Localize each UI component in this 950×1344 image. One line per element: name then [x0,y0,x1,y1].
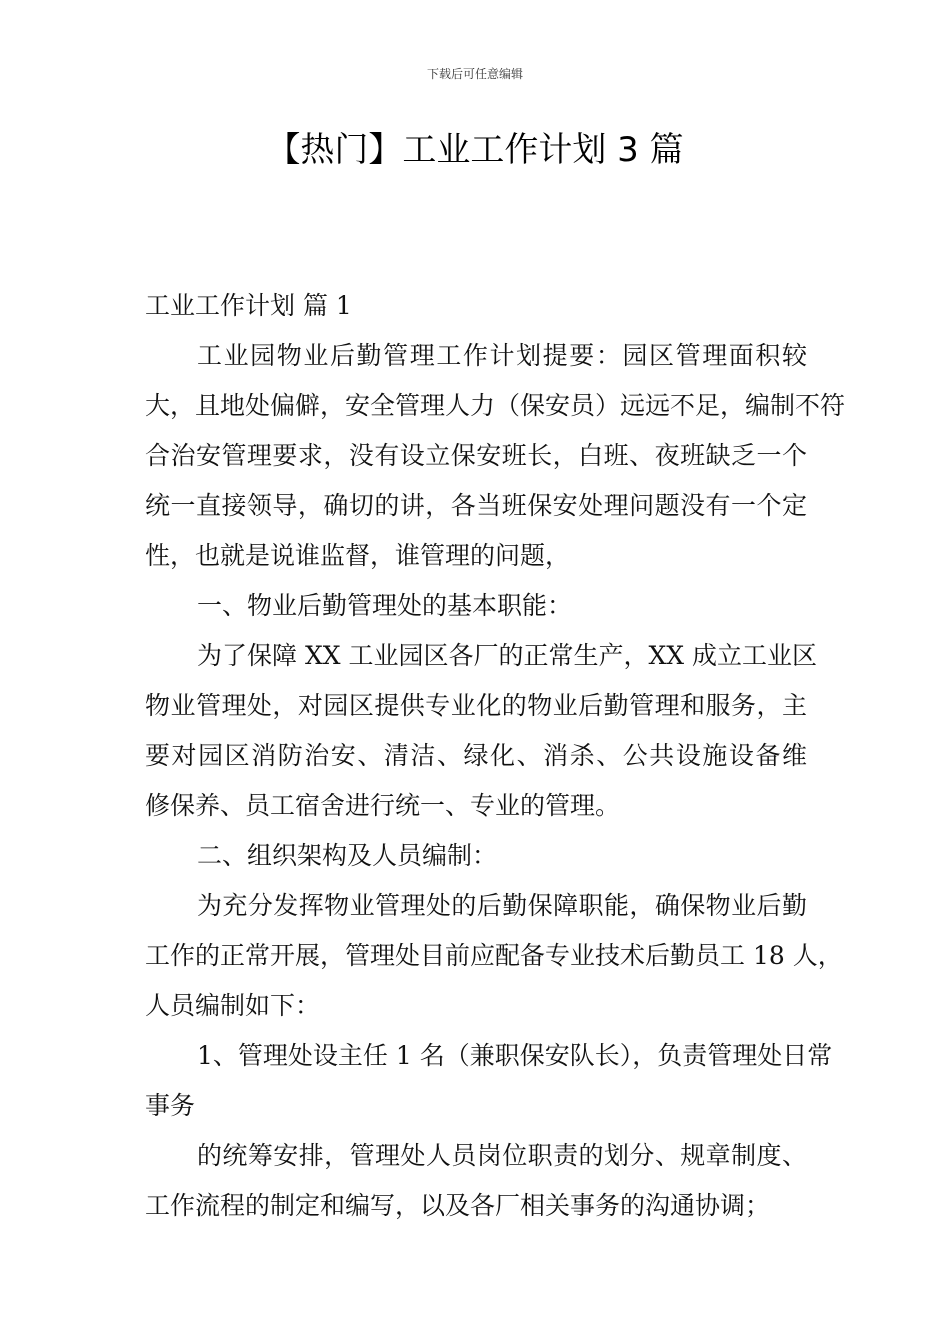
paragraph-line: 工业园物业后勤管理工作计划提要：园区管理面积较 [197,341,807,370]
paragraph-line: 统一直接领导，确切的讲，各当班保安处理问题没有一个定 [145,491,807,520]
paragraph-line: 修保养、员工宿舍进行统一、专业的管理。 [145,791,621,820]
paragraph-line: 一、物业后勤管理处的基本职能： [197,591,573,620]
paragraph-line: 要对园区消防治安、清洁、绿化、消杀、公共设施设备维 [145,741,807,770]
paragraph-line: 物业管理处，对园区提供专业化的物业后勤管理和服务，主 [145,691,807,720]
section-heading: 工业工作计划 篇 1 [145,291,352,320]
paragraph-line: 大，且地处偏僻，安全管理人力（保安员）远远不足，编制不符 [145,391,846,420]
document-title: 【热门】工业工作计划 3 篇 [266,130,684,170]
paragraph-line: 人员编制如下： [145,991,321,1020]
paragraph-line: 工作流程的制定和编写，以及各厂相关事务的沟通协调； [145,1191,771,1220]
paragraph-line: 1、管理处设主任 1 名（兼职保安队长），负责管理处日常 [197,1041,833,1070]
paragraph-line: 事务 [145,1091,196,1120]
paragraph-line: 工作的正常开展，管理处目前应配备专业技术后勤员工 18 人， [145,941,843,970]
document-body [145,281,846,1231]
paragraph-line: 为了保障 XX 工业园区各厂的正常生产，XX 成立工业区 [197,641,818,670]
header-note: 下载后可任意编辑 [426,67,523,81]
paragraph-line: 二、组织架构及人员编制： [197,841,498,870]
paragraph-line: 的统筹安排，管理处人员岗位职责的划分、规章制度、 [197,1141,807,1170]
paragraph-line: 性，也就是说谁监督，谁管理的问题， [145,541,571,570]
paragraph-line: 合治安管理要求，没有设立保安班长，白班、夜班缺乏一个 [145,441,807,470]
paragraph-line: 为充分发挥物业管理处的后勤保障职能，确保物业后勤 [197,891,807,920]
